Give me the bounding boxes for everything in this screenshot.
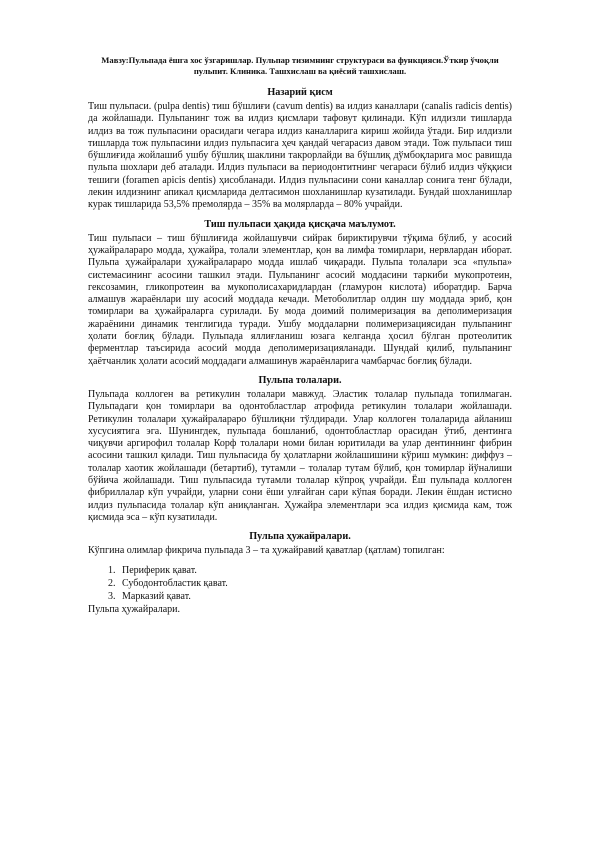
section-heading-pulp-fibers: Пульпа толалари.: [258, 374, 342, 386]
document-title: Мавзу:Пульпада ёшга хос ўзгаришлар. Пульпар тизимнинг структураси ва функцияси.Ўткир ўчоқли пульпит. Клиника. Ташхислаш ва қиёсий ташхислаш.: [101, 55, 499, 76]
paragraph-pulp-summary: Тиш пульпаси – тиш бўшлиғида жойлашувчи сийрак бириктирувчи тўқима бўлиб, у асосий ҳужайралараро модда, ҳужайра, толали элементлар, қон ва лимфа томирлари, нервлардан иборат. Пульпа ҳужайралари ҳужайралараро модда ишлаб чиқаради. Пульпа толалари эса «пульпа» системасининг асосини ташкил этади. Пульпанинг асосий моддасини таркиби мукопротеин, гексозамин, гликопротеин ва мукополисахаридлардан (гламурон кислота) иборатдир. Барча алмашув жараёнлари шу асосий моддада кечади. Метоболитлар олдин шу моддада эриб, қон томирлари ва ҳужайраларга сурилади. Бу мода доимий полимеризация ва деполимеризация жараёнини динамик тенглигида туради. Ушбу моддаларни полимеризациясидан пульпанинг ҳолати боғлиқ бўлади. Пульпада яллиғланиш юзага келганда ҳосил бўлган протеолитик ферментлар таъсирида асосий модда деполимеризацияланади. Шундай қилиб, пульпанинг ҳаётчанлик ҳолати асосий моддадаги алмашинув жараёнларига чамбарчас боғлиқ бўлади.: [88, 232, 512, 367]
paragraph-pulp-cells: Кўпгина олимлар фикрича пульпада 3 – та ҳужайравий қаватлар (қатлам) топилган:: [88, 545, 445, 557]
list-item: [108, 577, 512, 590]
paragraph-pulp-fibers: Пульпада коллоген ва ретикулин толалари мавжуд. Эластик толалар пульпада топилмаган. Пульпадаги қон томирлари ва одонтобластлар атрофида ретикулин толалари жойлашади. Ретикулин толалари ҳужайралараро бўшлиқни тўлдиради. Улар коллоген толаларида айланиш хусусиятига эга. Шунингдек, пульпада бошланиб, одонтобластлар орасидан ўтиб, дентинга чиқувчи аргирофил толалар Корф толалари номи билан юритилади ва улар дентиннинг фибрин асосини ташкил қилади. Тиш пульпасида бу ҳолатларни жойлашишини кўриш мумкин: диффуз – толалар хаотик жойлашади (бетартиб), тутамли – толалар тутам бўлиб, қон томирлар йўналиши бўйича жойлашади. Тиш пульпасида тутамли толалар кўпроқ учрайди. Ёш пульпада коллоген фибриллалар кўп учрайди, уларни сони ёши улғайган сари кўпая боради. Лекин ёшдан истисно илдиз пульпасида толалар кўп аниқланган. Ҳужайра элементлари эса илдиз қисмида кам, тож қисмида эса – кўп кузатилади.: [88, 388, 512, 523]
closing-text: Пульпа ҳужайралари.: [88, 603, 180, 615]
list-item-text: Субодонтобластик қават.: [122, 577, 228, 589]
list-item: [108, 590, 512, 603]
cell-layers-list: [88, 564, 512, 603]
list-item-number: 3.: [108, 590, 116, 602]
section-heading-pulp-summary: Тиш пульпаси ҳақида қисқача маълумот.: [204, 218, 396, 230]
section-heading-pulp-cells: Пульпа ҳужайралари.: [249, 531, 351, 543]
list-item-number: 1.: [108, 564, 116, 576]
section-heading-theory: Назарий қисм: [267, 87, 333, 98]
list-item-text: Периферик қават.: [122, 564, 197, 576]
list-item: [108, 564, 512, 577]
document-page: [88, 55, 512, 616]
paragraph-pulp-intro: Тиш пульпаси. (pulpa dentis) тиш бўшлиғи (cavum dentis) ва илдиз каналлари (canalis radicis dentis) да жойлашади. Пульпанинг тож ва илдиз қисмлари тафовут қилинади. Кўп илдизли тишларда илдиз ва тож пульпасини орасидаги чегара илдиз каналларига кириш жойида ўтади. Бир илдизли тишларда тож пульпасини илдиз пульпасига ҳеч қандай чегарасиз давом этади. Тож пульпаси тиш бўшлиғида жойлашиб ушбу бўшлиқ шаклини такрорлайди ва бўшлиқ дўмбоқларига мос равишда пульпа шохлари деб аталади. Илдиз пульпаси ва периодонтитнинг чегараси бўлиб илдиз чўққиси тешиги (foramen apicis dentis) ҳисобланади. Илдиз пульпасини сони каналлар сонига тенг бўлади, лекин илдизнинг апикал қисмларида делтасимон шохланишлар кузатилади. Бундай шохланишлар курак тишларида 53,5% премолярда – 35% ва молярларда – 80% учрайди.: [88, 101, 512, 211]
list-item-number: 2.: [108, 577, 116, 589]
list-item-text: Марказий қават.: [122, 590, 191, 602]
